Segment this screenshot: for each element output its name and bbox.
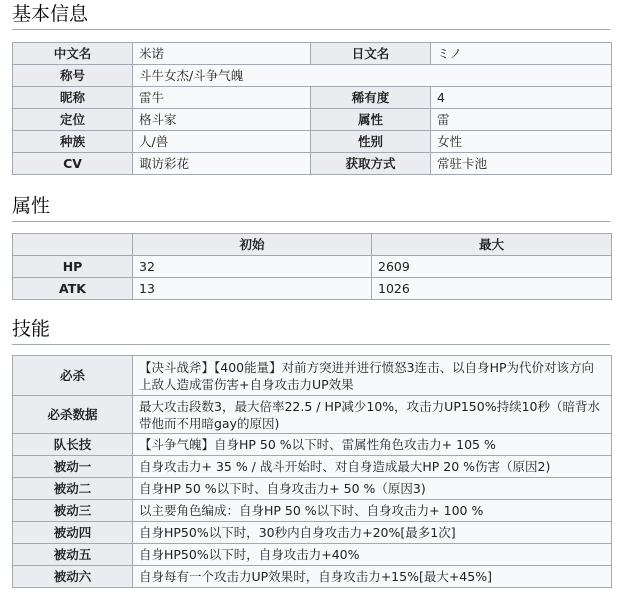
section-divider — [12, 29, 610, 30]
table-row — [13, 153, 612, 175]
row-label: 昵称 — [13, 87, 133, 109]
row-value: 自身攻击力+ 35 % / 战斗开始时、对自身造成最大HP 20 %伤害（原因2) — [133, 456, 612, 478]
section-title-basic: 基本信息 — [12, 3, 89, 25]
row-label: 被动一 — [13, 456, 133, 478]
row-value: 最大攻击段数3，最大倍率22.5 / HP减少10%，攻击力UP150%持续10秒（暗背水带他而不用暗gay的原因) — [133, 396, 612, 434]
table-row — [13, 278, 612, 300]
column-header — [13, 234, 133, 256]
row-value: 自身HP50%以下时，30秒内自身攻击力+20%[最多1次] — [133, 522, 612, 544]
row-value: 雷牛 — [133, 87, 311, 109]
row-label: 队长技 — [13, 434, 133, 456]
row-label: 被动三 — [13, 500, 133, 522]
row-label: 获取方式 — [311, 153, 431, 175]
row-label: 被动二 — [13, 478, 133, 500]
row-label: 中文名 — [13, 43, 133, 65]
basic-info-table — [12, 42, 612, 175]
row-label: CV — [13, 153, 133, 175]
stat-initial: 32 — [133, 256, 372, 278]
row-label: 稀有度 — [311, 87, 431, 109]
section-title-attributes: 属性 — [12, 195, 51, 217]
row-value: 斗牛女杰/斗争气魄 — [133, 65, 612, 87]
table-row — [13, 522, 612, 544]
row-label: 日文名 — [311, 43, 431, 65]
row-value: 以主要角色编成：自身HP 50 %以下时、自身攻击力+ 100 % — [133, 500, 612, 522]
row-value: 人/兽 — [133, 131, 311, 153]
section-title-skills: 技能 — [12, 318, 51, 340]
skills-table — [12, 355, 612, 588]
table-row — [13, 396, 612, 434]
stats-table — [12, 233, 612, 300]
row-label: 被动六 — [13, 566, 133, 588]
row-value: 自身HP50%以下时，自身攻击力+40% — [133, 544, 612, 566]
table-header-row — [13, 234, 612, 256]
row-value: 米诺 — [133, 43, 311, 65]
row-value: 4 — [431, 87, 612, 109]
stat-max: 1026 — [372, 278, 612, 300]
table-row — [13, 43, 612, 65]
row-value: 【斗争气魄】自身HP 50 %以下时、雷属性角色攻击力+ 105 % — [133, 434, 612, 456]
stat-max: 2609 — [372, 256, 612, 278]
row-value: 女性 — [431, 131, 612, 153]
table-row — [13, 356, 612, 396]
row-label: 必杀数据 — [13, 396, 133, 434]
row-value: 格斗家 — [133, 109, 311, 131]
stat-initial: 13 — [133, 278, 372, 300]
row-label: 定位 — [13, 109, 133, 131]
table-row — [13, 566, 612, 588]
row-value: ミノ — [431, 43, 612, 65]
table-row — [13, 87, 612, 109]
row-value: 诹访彩花 — [133, 153, 311, 175]
row-label: 种族 — [13, 131, 133, 153]
column-header-initial: 初始 — [133, 234, 372, 256]
table-row — [13, 434, 612, 456]
row-label: 必杀 — [13, 356, 133, 396]
table-row — [13, 456, 612, 478]
row-value: 雷 — [431, 109, 612, 131]
section-divider — [12, 221, 610, 222]
table-row — [13, 131, 612, 153]
row-value: 自身HP 50 %以下时、自身攻击力+ 50 %（原因3) — [133, 478, 612, 500]
row-value: 自身每有一个攻击力UP效果时，自身攻击力+15%[最大+45%] — [133, 566, 612, 588]
row-label: 性别 — [311, 131, 431, 153]
row-label: 被动五 — [13, 544, 133, 566]
row-label: 被动四 — [13, 522, 133, 544]
row-label: HP — [13, 256, 133, 278]
row-label: ATK — [13, 278, 133, 300]
row-value: 常驻卡池 — [431, 153, 612, 175]
table-row — [13, 256, 612, 278]
row-label: 称号 — [13, 65, 133, 87]
table-row — [13, 65, 612, 87]
table-row — [13, 500, 612, 522]
table-row — [13, 544, 612, 566]
row-value: 【决斗战斧】【400能量】对前方突进并进行愤怒3连击、以自身HP为代价对该方向上敌人造成雷伤害+自身攻击力UP效果 — [133, 356, 612, 396]
table-row — [13, 109, 612, 131]
section-divider — [12, 344, 610, 345]
table-row — [13, 478, 612, 500]
column-header-max: 最大 — [372, 234, 612, 256]
row-label: 属性 — [311, 109, 431, 131]
